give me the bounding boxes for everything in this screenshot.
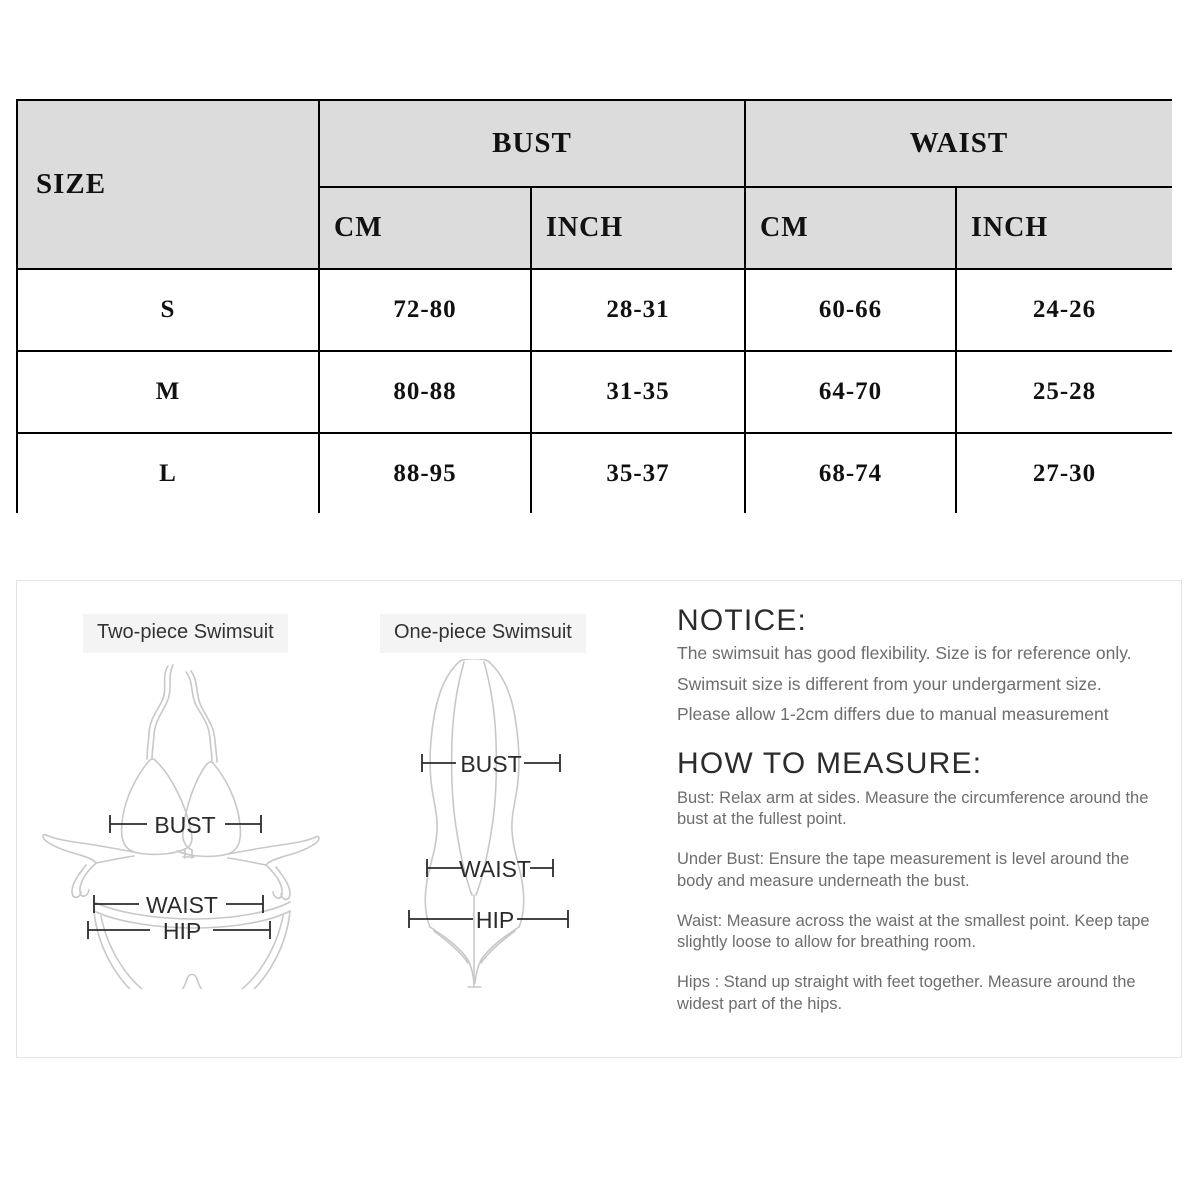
one-piece-waist-label: WAIST	[459, 856, 531, 882]
cell-waist-inch: 25-28	[956, 351, 1172, 433]
one-piece-swimsuit-icon	[372, 659, 672, 989]
table-row	[17, 269, 1172, 351]
cell-waist-cm: 68-74	[745, 433, 956, 513]
header-waist-inch: INCH	[956, 187, 1172, 269]
cell-waist-cm: 60-66	[745, 269, 956, 351]
cell-size: L	[17, 433, 319, 513]
notice-line-1: The swimsuit has good flexibility. Size is for reference only.	[677, 643, 1132, 663]
cell-waist-inch: 27-30	[956, 433, 1172, 513]
size-chart-table-container	[16, 99, 1172, 513]
header-bust-cm: CM	[319, 187, 531, 269]
cell-bust-inch: 35-37	[531, 433, 745, 513]
header-size: SIZE	[17, 100, 319, 269]
cell-waist-cm: 64-70	[745, 351, 956, 433]
notice-line-3: Please allow 1-2cm differs due to manual measurement	[677, 704, 1109, 724]
notice-heading: NOTICE:	[677, 604, 808, 637]
two-piece-waist-label: WAIST	[146, 892, 218, 918]
measure-item-bust: Bust: Relax arm at sides. Measure the circumference around the bust at the fullest point.	[677, 788, 1149, 829]
two-piece-hip-label: HIP	[162, 918, 202, 944]
header-bust-inch: INCH	[531, 187, 745, 269]
cell-bust-cm: 80-88	[319, 351, 531, 433]
one-piece-bust-label: BUST	[460, 751, 522, 777]
cell-waist-inch: 24-26	[956, 269, 1172, 351]
cell-size: M	[17, 351, 319, 433]
measurement-guide-panel	[16, 580, 1182, 1058]
measure-item-hips: Hips : Stand up straight with feet together. Measure around the widest part of the hips.	[677, 973, 1136, 1013]
one-piece-diagram-block	[372, 581, 672, 989]
size-chart-table	[16, 99, 1172, 513]
table-row	[17, 433, 1172, 513]
measure-item-waist: Waist: Measure across the waist at the smallest point. Keep tape slightly loose to allow for breathing room.	[677, 911, 1150, 952]
cell-bust-inch: 28-31	[531, 269, 745, 351]
two-piece-bust-label: BUST	[154, 812, 216, 838]
header-waist: WAIST	[745, 100, 1172, 187]
table-row	[17, 351, 1172, 433]
two-piece-title: Two-piece Swimsuit	[83, 614, 288, 653]
two-piece-swimsuit-icon	[37, 659, 367, 989]
one-piece-hip-label: HIP	[475, 907, 515, 933]
cell-bust-cm: 72-80	[319, 269, 531, 351]
how-to-measure-heading: HOW TO MEASURE:	[677, 746, 983, 780]
notice-line-2: Swimsuit size is different from your undergarment size.	[677, 673, 1102, 694]
table-header-group-row	[17, 100, 1172, 187]
header-waist-cm: CM	[745, 187, 956, 269]
measure-item-under-bust: Under Bust: Ensure the tape measurement is level around the body and measure underneath the bust.	[677, 850, 1130, 890]
two-piece-diagram-block	[37, 581, 367, 989]
cell-size: S	[17, 269, 319, 351]
cell-bust-inch: 31-35	[531, 351, 745, 433]
header-bust: BUST	[319, 100, 745, 187]
cell-bust-cm: 88-95	[319, 433, 531, 513]
guide-text-column	[677, 603, 1169, 1034]
one-piece-title: One-piece Swimsuit	[380, 614, 586, 653]
